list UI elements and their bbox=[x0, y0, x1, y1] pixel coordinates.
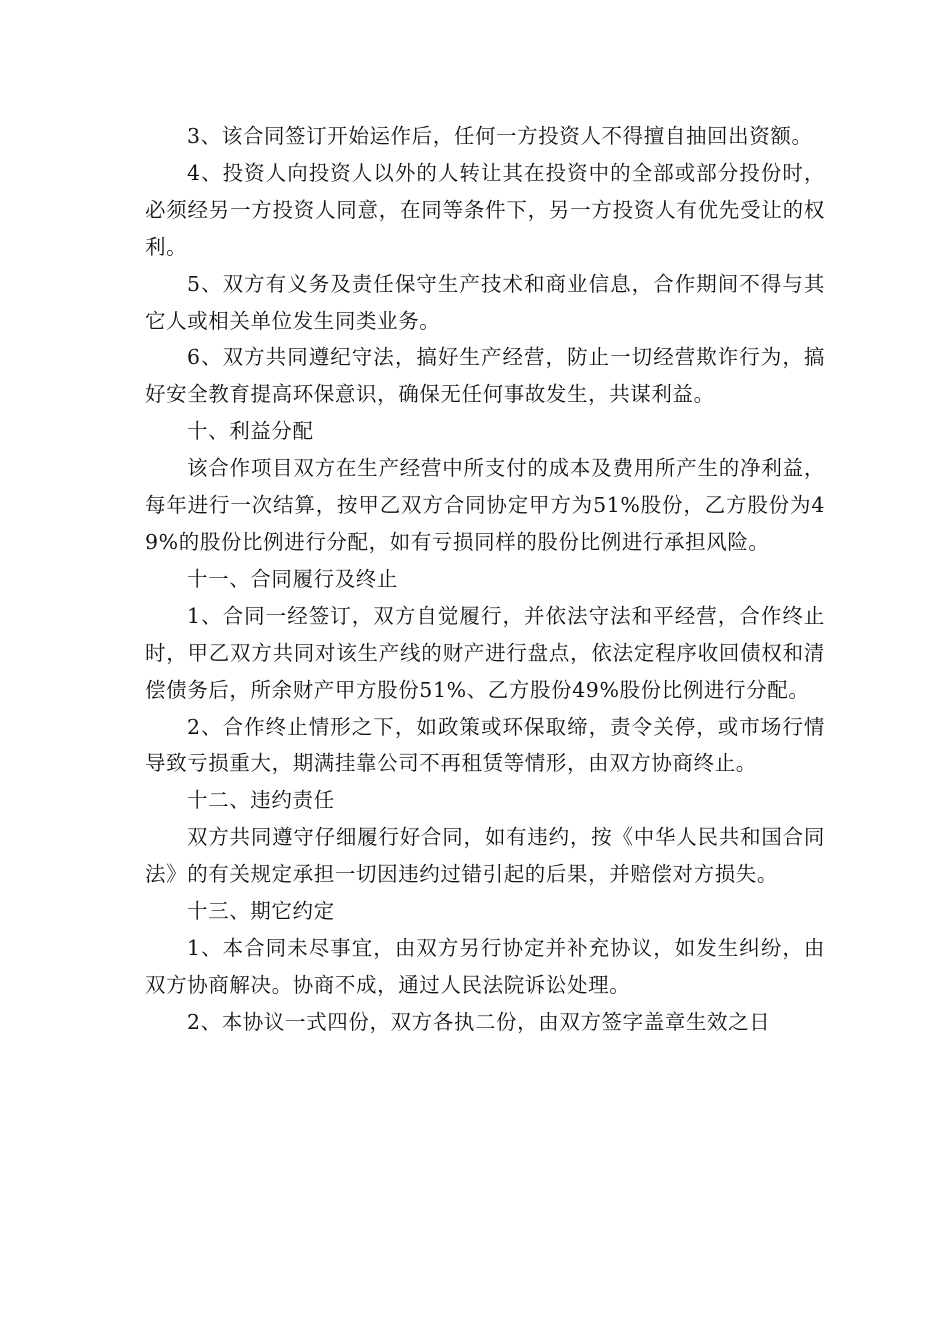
section-heading-performance-termination: 十一、合同履行及终止 bbox=[187, 566, 398, 591]
paragraph-termination-1: 1、合同一经签订，双方自觉履行，并依法守法和平经营，合作终止时，甲乙双方共同对该生产线的财产进行盘点，依法定程序收回债权和清偿债务后，所余财产甲方股份51%、乙方股份49%股份比例进行分配。 bbox=[145, 603, 825, 702]
paragraph-clause-5: 5、双方有义务及责任保守生产技术和商业信息，合作期间不得与其它人或相关单位发生同类业务。 bbox=[145, 271, 825, 333]
paragraph-clause-3: 3、该合同签订开始运作后，任何一方投资人不得擅自抽回出资额。 bbox=[187, 124, 813, 148]
paragraph-other-terms-2: 2、本协议一式四份，双方各执二份，由双方签字盖章生效之日 bbox=[187, 1009, 771, 1034]
paragraph-breach-liability: 双方共同遵守仔细履行好合同，如有违约，按《中华人民共和国合同法》的有关规定承担一切因违约过错引起的后果，并赔偿对方损失。 bbox=[145, 825, 825, 887]
paragraph-termination-2: 2、合作终止情形之下，如政策或环保取缔，责令关停，或市场行情导致亏损重大，期满挂靠公司不再租赁等情形，由双方协商终止。 bbox=[145, 714, 825, 776]
section-heading-breach-liability: 十二、违约责任 bbox=[187, 788, 335, 813]
document-body bbox=[145, 118, 825, 1041]
section-heading-other-terms: 十三、期它约定 bbox=[187, 899, 335, 924]
paragraph-clause-6: 6、双方共同遵纪守法，搞好生产经营，防止一切经营欺诈行为，搞好安全教育提高环保意识，确保无任何事故发生，共谋利益。 bbox=[145, 345, 825, 407]
section-heading-profit-distribution: 十、利益分配 bbox=[187, 419, 314, 444]
paragraph-profit-distribution: 该合作项目双方在生产经营中所支付的成本及费用所产生的净利益，每年进行一次结算，按甲乙双方合同协定甲方为51%股份，乙方股份为49%的股份比例进行分配，如有亏损同样的股份比例进行承担风险。 bbox=[145, 456, 825, 554]
paragraph-clause-4: 4、投资人向投资人以外的人转让其在投资中的全部或部分投份时，必须经另一方投资人同意，在同等条件下，另一方投资人有优先受让的权利。 bbox=[145, 160, 825, 259]
paragraph-other-terms-1: 1、本合同未尽事宜，由双方另行协定并补充协议，如发生纠纷，由双方协商解决。协商不成，通过人民法院诉讼处理。 bbox=[145, 935, 825, 997]
